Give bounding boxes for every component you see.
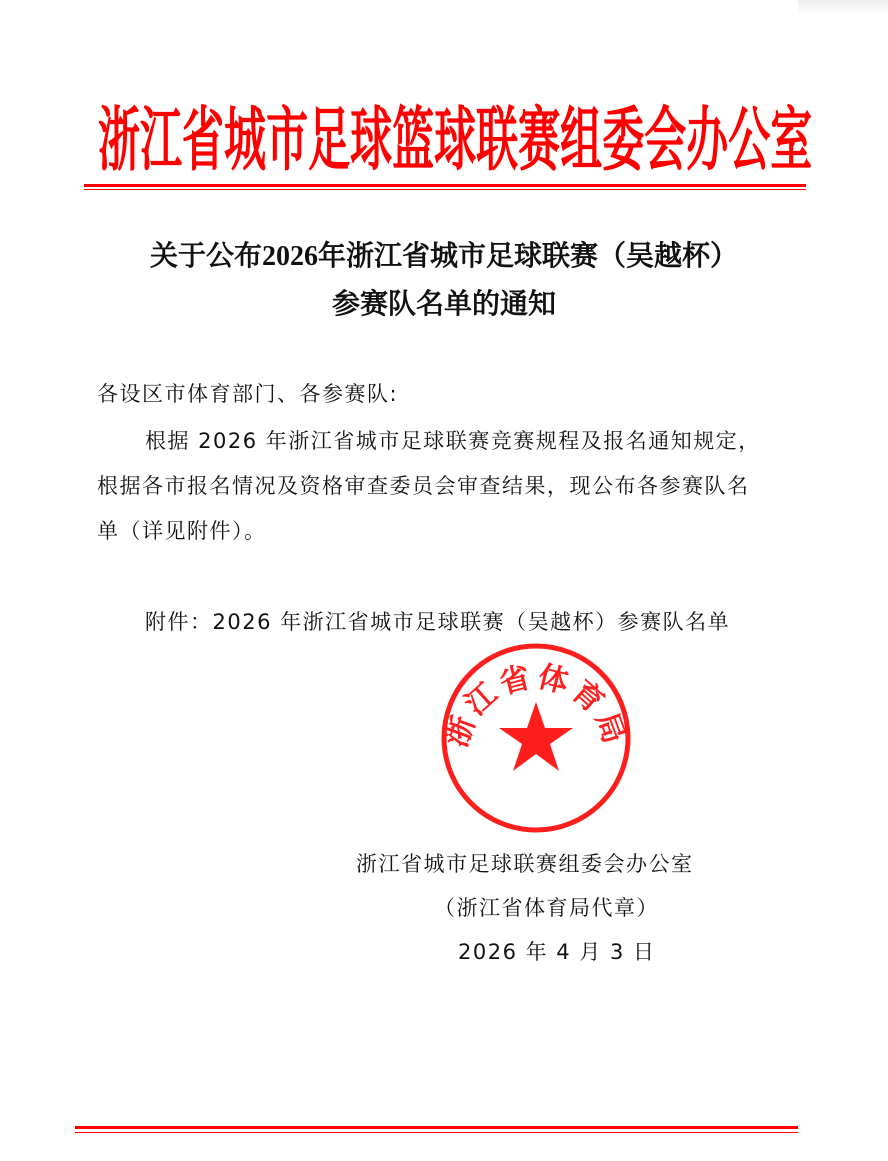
document-title-line1: 关于公布2026年浙江省城市足球联赛（吴越杯） xyxy=(149,241,738,272)
letterhead-char: 市 xyxy=(266,99,309,181)
paragraph-line: 根据各市报名情况及资格审查委员会审查结果，现公布各参赛队名 xyxy=(97,474,750,498)
letterhead xyxy=(98,99,813,188)
letterhead-char: 赛 xyxy=(518,99,561,181)
letterhead-char: 球 xyxy=(434,99,477,181)
salutation: 各设区市体育部门、各参赛队: xyxy=(97,382,399,406)
letterhead-char: 浙 xyxy=(98,99,141,181)
letterhead-char: 联 xyxy=(476,99,519,181)
letterhead-char: 委 xyxy=(602,99,645,181)
page-corner-shadow xyxy=(798,0,888,14)
letterhead-char: 篮 xyxy=(392,99,435,181)
svg-text:浙江省体育局: 浙江省体育局 xyxy=(439,659,633,752)
letterhead-char: 省 xyxy=(182,99,225,181)
letterhead-char: 室 xyxy=(770,99,813,181)
letterhead-char: 组 xyxy=(560,99,603,181)
signature-org: 浙江省城市足球联赛组委会办公室 xyxy=(356,852,694,876)
paragraph-line: 单（详见附件）。 xyxy=(97,519,267,543)
letterhead-char: 球 xyxy=(350,99,393,181)
star-icon xyxy=(499,702,573,771)
footer-rule-thick xyxy=(75,1126,798,1129)
signature-date: 2026 年 4 月 3 日 xyxy=(458,940,656,964)
letterhead-rule-thick xyxy=(84,184,806,187)
letterhead-char: 会 xyxy=(644,99,687,181)
letterhead-rule-thin xyxy=(84,189,806,190)
letterhead-char: 足 xyxy=(308,99,351,181)
footer-rule-thin xyxy=(75,1132,798,1133)
attachment-note: 附件：2026 年浙江省城市足球联赛（吴越杯）参赛队名单 xyxy=(145,610,731,634)
letterhead-char: 城 xyxy=(224,99,267,181)
letterhead-char: 办 xyxy=(686,99,729,181)
letterhead-char: 公 xyxy=(728,99,771,181)
signature-proxy: （浙江省体育局代章） xyxy=(434,896,659,920)
document-title-line2: 参赛队名单的通知 xyxy=(331,289,556,320)
official-seal xyxy=(438,640,634,836)
letterhead-char: 江 xyxy=(140,99,183,181)
paragraph-line: 根据 2026 年浙江省城市足球联赛竞赛规程及报名通知规定， xyxy=(145,429,761,453)
